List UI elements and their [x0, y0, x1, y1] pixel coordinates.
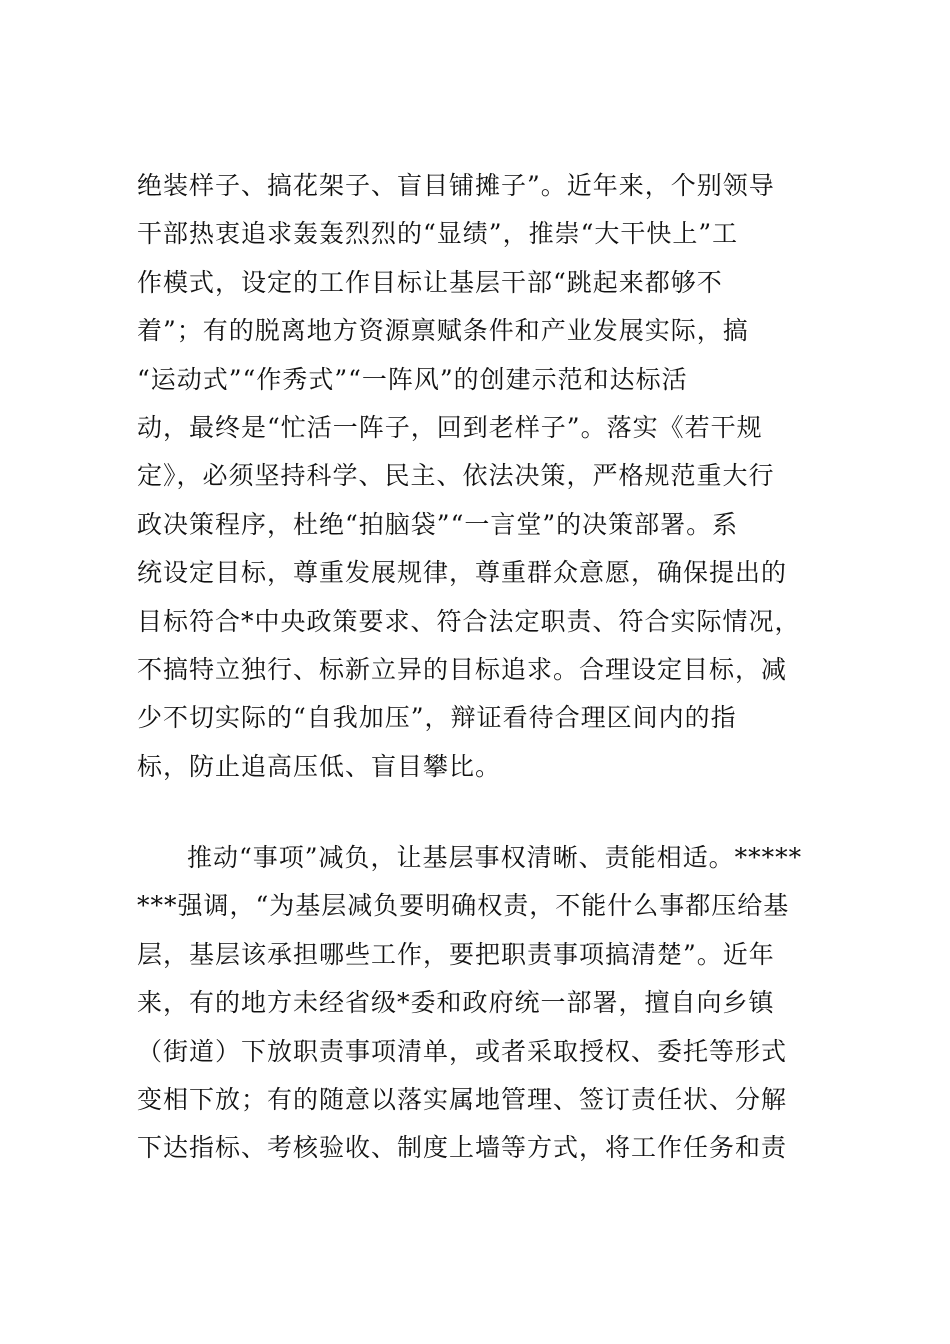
text-line: 绝装样子、搞花架子、盲目铺摊子”。近年来，个别领导 [137, 171, 775, 200]
text-line: 着”；有的脱离地方资源禀赋条件和产业发展实际，搞 [137, 316, 749, 346]
text-line: 变相下放；有的随意以落实属地管理、签订责任状、分解 [137, 1084, 788, 1114]
text-line: 动，最终是“忙活一阵子，回到老样子”。落实《若干规 [137, 412, 763, 442]
text-line: 干部热衷追求轰轰烈烈的“显绩”，推崇“大干快上”工 [137, 219, 739, 249]
text-line: 政决策程序，杜绝“拍脑袋”“一言堂”的决策部署。系 [137, 509, 739, 539]
text-line: 目标符合*中央政策要求、符合法定职责、符合实际情况， [137, 606, 801, 636]
text-line: 少不切实际的“自我加压”，辩证看待合理区间内的指 [137, 703, 737, 733]
text-line: 来，有的地方未经省级*委和政府统一部署，擅自向乡镇 [137, 988, 775, 1018]
text-line: 作模式，设定的工作目标让基层干部“跳起来都够不 [137, 267, 723, 297]
text-line: 推动“事项”减负，让基层事权清晰、责能相适。***** [187, 843, 803, 872]
text-line: 层，基层该承担哪些工作，要把职责事项搞清楚”。近年 [137, 939, 775, 969]
text-line: “运动式”“作秀式”“一阵风”的创建示范和达标活 [137, 364, 688, 394]
text-line: （街道）下放职责事项清单，或者采取授权、委托等形式 [137, 1036, 788, 1066]
text-line: 标，防止追高压低、盲目攀比。 [137, 751, 502, 781]
text-line: 定》，必须坚持科学、民主、依法决策，严格规范重大行 [137, 461, 775, 491]
text-line: 下达指标、考核验收、制度上墙等方式，将工作任务和责 [137, 1133, 788, 1163]
paragraph-goal-setting [137, 162, 817, 791]
text-line: 不搞特立独行、标新立异的目标追求。合理设定目标，减 [137, 654, 788, 684]
text-line: ***强调，“为基层减负要明确权责，不能什么事都压给基 [137, 891, 790, 921]
text-line: 统设定目标，尊重发展规律，尊重群众意愿，确保提出的 [137, 558, 788, 588]
paragraph-matters-reduction [137, 834, 817, 1173]
